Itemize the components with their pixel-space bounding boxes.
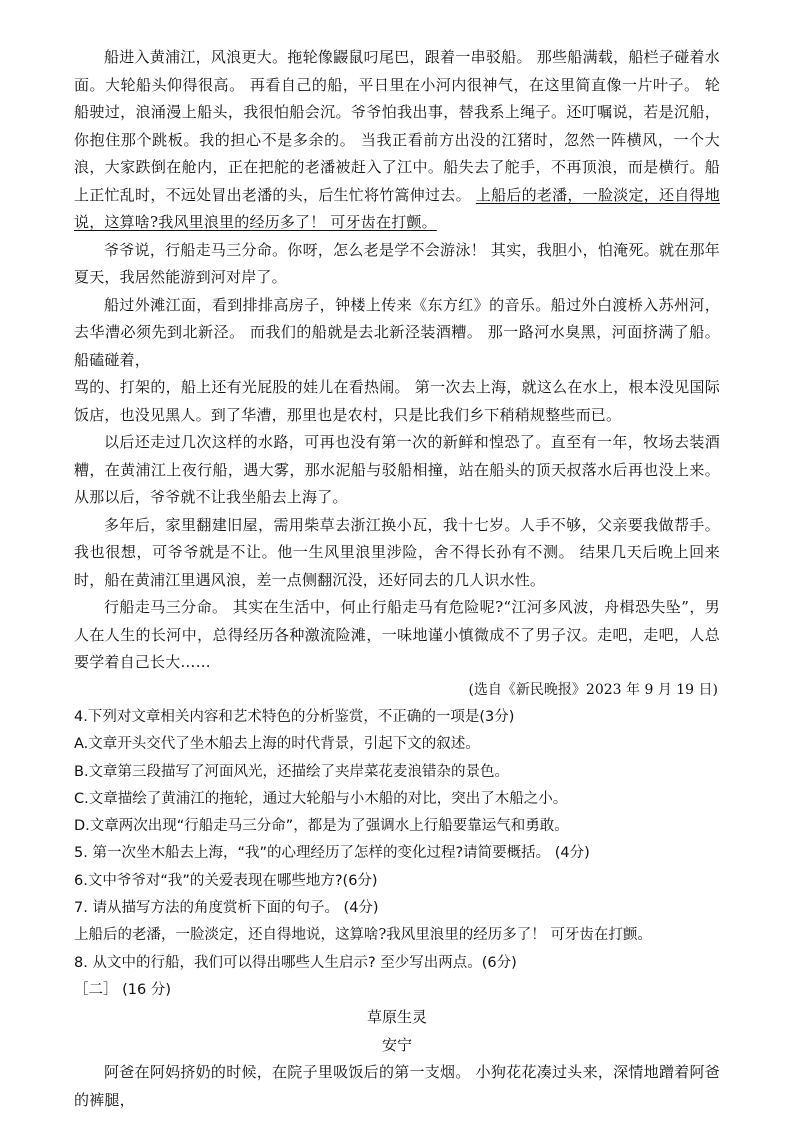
question-5: 5. 第一次坐木船去上海，“我”的心理经历了怎样的变化过程?请简要概括。 (4分) <box>74 845 590 862</box>
passage-paragraph-4: 以后还走过几次这样的水路，可再也没有第一次的新鲜和惶恐了。直至有一年，牧场去装酒糟，在黄浦江上夜行船，遇大雾，那水泥船与驳船相撞，站在船头的顶天叔落水后再也没上来。从那以后，爷爷就不让我坐船去上海了。 <box>74 433 720 506</box>
question-4-option-b: B.文章第三段描写了河面风光，还描绘了夹岸菜花麦浪错杂的景色。 <box>74 763 510 780</box>
question-8: 8. 从文中的行船，我们可以得出哪些人生启示? 至少写出两点。(6分) <box>74 954 517 971</box>
paragraph-text: 船进入黄浦江，风浪更大。拖轮像鼹鼠叼尾巴，跟着一串驳船。 那些船满载，船栏子碰着水面。大轮船头仰得很高。 再看自己的船，平日里在小河内很神气，在这里简直像一片叶子。 轮船驶过，浪涌漫上船头，我很怕船会沉。爷爷怕我出事，替我系上绳子。还叮嘱说，若是沉船，你抱住那个跳板。我的担心不是多余的。 当我正看前方出没的江猪时，忽然一阵横风，一个大浪，大家跌倒在舱内，正在把舵的老潘被赶入了江中。船失去了舵手，不再顶浪，而是横行。船上正忙乱时，不远处冒出老潘的头，后生忙将竹篙伸过去。 <box>74 48 720 204</box>
passage-paragraph-6: 行船走马三分命。 其实在生活中，何止行船走马有危险呢?“江河多风波，舟楫恐失坠”，男人在人生的长河中，总得经历各种激流险滩，一味地谨小慎微成不了男子汉。走吧，走吧，人总要学着自己长大…… <box>74 598 720 671</box>
question-6: 6.文中爷爷对“我”的关爱表现在哪些地方?(6分) <box>74 872 378 889</box>
section-2-author: 安宁 <box>381 1035 412 1054</box>
question-4-option-c: C.文章描绘了黄浦江的拖轮，通过大轮船与小木船的对比，突出了木船之小。 <box>74 790 568 807</box>
question-4-option-d: D.文章两次出现“行船走马三分命”，都是为了强调水上行船要靠运气和勇敢。 <box>74 818 569 835</box>
passage-paragraph-1 <box>74 44 720 237</box>
paragraph-text: 船过外滩江面，看到排排高房子，钟楼上传来《东方红》的音乐。船过外白渡桥入苏州河，去华漕必须先到北新泾。 而我们的船就是去北新泾装酒糟。 那一路河水臭黑，河面挤满了船。船磕碰着， <box>74 295 720 369</box>
passage-paragraph-2: 爷爷说，行船走马三分命。你呀，怎么老是学不会游泳！ 其实，我胆小，怕淹死。就在那年夏天，我居然能游到河对岸了。 <box>74 240 720 286</box>
section-2-title: 草原生灵 <box>366 1008 427 1027</box>
document-page <box>74 44 720 1114</box>
underlined-sentence: 上船后的老潘，一脸淡定，还自得地说，这算啥?我风里浪里的经历多了！ 可牙齿在打颤。 <box>74 185 720 231</box>
passage-paragraph-3 <box>74 292 720 430</box>
passage-paragraph-5: 多年后，家里翻建旧屋，需用柴草去浙江换小瓦，我十七岁。人手不够，父亲要我做帮手。 我也很想，可爷爷就是不让。他一生风里浪里涉险，舍不得长孙有不测。 结果几天后晚上回来时，船在黄浦江里遇风浪，差一点侧翻沉没，还好同去的几人识水性。 <box>74 515 720 589</box>
question-4-option-a: A.文章开头交代了坐木船去上海的时代背景，引起下文的叙述。 <box>74 736 480 753</box>
section-2-first-paragraph: 阿爸在阿妈挤奶的时候，在院子里吸饭后的第一支烟。 小狗花花凑过头来，深情地蹭着阿爸的裤腿， <box>74 1063 720 1109</box>
question-7-quote: 上船后的老潘，一脸淡定，还自得地说，这算啥?我风里浪里的经历多了！ 可牙齿在打颤。 <box>74 927 652 944</box>
section-2-heading: ［二］ (16 分) <box>74 981 171 998</box>
paragraph-text-continued: 骂的、打架的，船上还有光屁股的娃儿在看热闹。 第一次去上海，就这么在水上，根本没见国际饭店，也没见黑人。到了华漕，那里也是农村，只是比我们乡下稍稍规整些而已。 <box>74 378 720 424</box>
question-4: 4.下列对文章相关内容和艺术特色的分析鉴赏，不正确的一项是(3分) <box>74 709 515 725</box>
question-7: 7. 请从描写方法的角度赏析下面的句子。 (4分) <box>74 900 379 917</box>
source-citation: (选自《新民晚报》2023 年 9 月 19 日) <box>468 681 718 698</box>
